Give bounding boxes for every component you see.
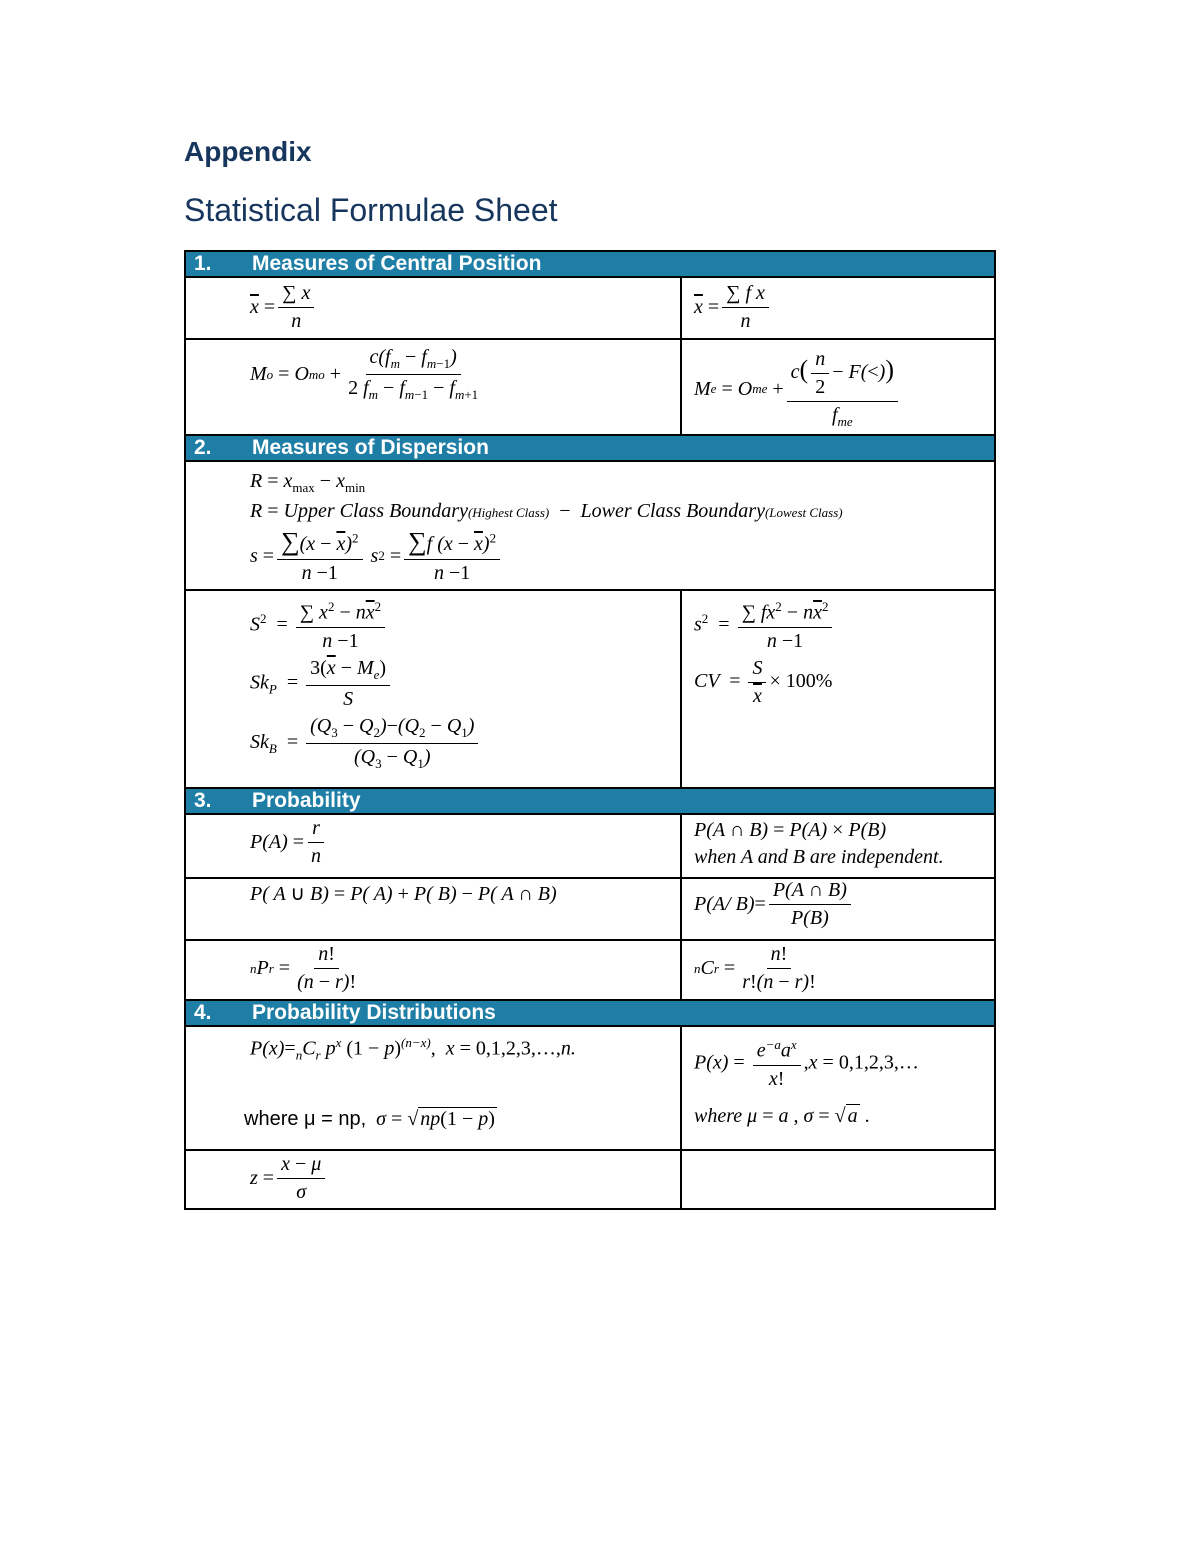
section-number: 1. xyxy=(194,252,212,275)
appendix-heading: Appendix xyxy=(184,136,312,167)
median-formula: M e = O me + c( $\frac{n}{2}$ − F(<)) $f_{me}$ xyxy=(682,340,994,434)
sample-variance-cv-formulas xyxy=(682,591,994,716)
section-number: 3. xyxy=(194,789,212,812)
section-title: Probability Distributions xyxy=(252,1001,496,1024)
binomial-distribution-formula: $P(x)=_nC_r$ $p^x$ $(1 - p)^{(n-x)}$, x = 0,1,2,3,…,n. where μ = np, σ = √ np(1 − p) xyxy=(244,1035,576,1130)
union-probability-formula: P( A ∪ B) = P( A) + P( B) − P( A ∩ B) xyxy=(250,883,557,905)
section-header-dispersion xyxy=(185,435,995,461)
section-title: Measures of Central Position xyxy=(252,252,542,275)
mode-formula: M o = O mo + $\frac{c(f_m - f_{m-1})}{2 f_m - f_{m-1} - f_{m+1}}$ xyxy=(250,346,479,402)
bowley-skewness-formula: $Sk_B$ = $\frac{(Q_3 - Q_2)-(Q_2 - Q_1)}{(Q_3 - Q_1)}$ xyxy=(250,715,680,772)
pearson-skewness-formula: $Sk_P$ = $\frac{3(\overline{x} - M_e)}{S}$ xyxy=(250,657,680,711)
range-boundary-formula: R = Upper Class Boundary(Highest Class) − Lower Class Boundary(Lowest Class) xyxy=(250,500,843,522)
section-title: Probability xyxy=(252,789,361,812)
classical-probability-formula: P(A) = $\frac{r}{n}$ xyxy=(186,815,680,872)
highest-class-label: (Highest Class) xyxy=(467,505,550,520)
lower-boundary-label: Lower Class Boundary xyxy=(580,500,765,522)
variance-skewness-formulas xyxy=(186,591,680,780)
independent-events-formula: P(A ∩ B) = P(A) × P(B) when A and B are independent. xyxy=(682,819,994,877)
conditional-probability-formula: P(A/ B) = $\frac{P(A \cap B)}{P(B)}$ xyxy=(682,879,994,934)
independent-note: when A and B are independent. xyxy=(694,846,944,868)
mean-formula: $\overline{x}$ = $\frac{\sum x}{n}$ xyxy=(186,278,680,337)
lowest-class-label: (Lowest Class) xyxy=(764,505,843,520)
range-formula: $R = x_{max} - x_{min}$ xyxy=(250,470,366,495)
grouped-mean-formula: $\overline{x}$ = $\frac{\text{∑ f x}}{n}$ xyxy=(682,278,994,337)
coefficient-of-variation-formula: CV = $\frac{S}{x}$ × 100% xyxy=(694,656,833,707)
empty-cell xyxy=(681,1150,995,1209)
section-number: 2. xyxy=(194,436,212,459)
formulae-table xyxy=(184,250,996,1210)
binomial-where-label: where μ = np, xyxy=(244,1107,367,1130)
sample-variance-formula: $s^2$ = $\frac{\sum fx^2 - n\overline{x}^2}{n -1}$ xyxy=(694,599,994,653)
sheet-title: Statistical Formulae Sheet xyxy=(184,192,558,228)
section-header-probability xyxy=(185,788,995,814)
range-and-sd-formulas xyxy=(186,462,994,589)
section-header-central-position xyxy=(185,251,995,277)
upper-boundary-label: Upper Class Boundary xyxy=(283,500,468,522)
population-variance-formula: $S^2$ = $\frac{\sum x^2 - n\overline{x}^2}{n -1}$ xyxy=(250,599,680,653)
poisson-distribution-formula: P(x) = $\frac{e^{-a}a^x}{x!}$ ,x = 0,1,2,3,… where μ = a , σ = √ a . xyxy=(694,1037,919,1127)
z-score-formula: z = $\frac{x - \mu}{\sigma}$ xyxy=(186,1151,680,1208)
poisson-where-label: where xyxy=(694,1104,743,1127)
combination-formula: n C r = $\frac{n!}{r!(n - r)!}$ xyxy=(694,943,816,993)
section-number: 4. xyxy=(194,1001,212,1024)
section-header-distributions xyxy=(185,1000,995,1026)
permutation-formula: n P r = $\frac{n!}{(n - r)!}$ xyxy=(250,943,357,993)
section-title: Measures of Dispersion xyxy=(252,436,489,459)
sd-formula: s = $\frac{\sum(x - \overline{x})^2}{n -1}$ s 2 = $\frac{\sum f (x - \overline{x})^2}{n -1}$ xyxy=(250,527,503,585)
